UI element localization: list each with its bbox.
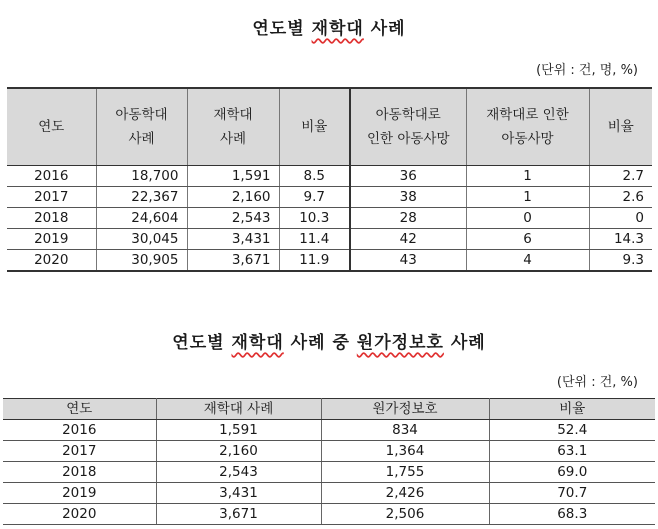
table1-header-line: 아동학대 xyxy=(115,107,168,123)
table2-header-cell: 연도 xyxy=(3,399,156,420)
table1-header-cell xyxy=(350,88,466,166)
table1-re-abuse-cases xyxy=(7,87,652,272)
table2-cell: 2020 xyxy=(3,504,156,525)
table2-unit-note: (단위 : 건, %) xyxy=(556,375,638,390)
table1-header-line: 연도 xyxy=(38,119,65,135)
table1-cell: 42 xyxy=(350,229,466,250)
table2-header-cell: 재학대 사례 xyxy=(156,399,321,420)
table1-header-cell xyxy=(589,88,652,166)
table1-cell: 2,160 xyxy=(187,187,279,208)
table2-header-row xyxy=(3,399,655,420)
table1-header-line: 아동학대로 xyxy=(375,107,441,123)
table2-title-highlight-2: 원가정보호 xyxy=(356,333,444,353)
table1-cell: 2.7 xyxy=(589,166,652,187)
table1-title xyxy=(0,14,658,39)
table2-cell: 2017 xyxy=(3,441,156,462)
table1-row xyxy=(7,187,652,208)
table2-cell: 2,160 xyxy=(156,441,321,462)
table1-cell: 2,543 xyxy=(187,208,279,229)
table2-cell: 68.3 xyxy=(489,504,655,525)
table1-header-line: 인한 아동사망 xyxy=(366,131,450,147)
table2-cell: 2,426 xyxy=(321,483,489,504)
table1-header-line: 비율 xyxy=(301,119,328,135)
table2-cell: 1,364 xyxy=(321,441,489,462)
table1-title-suffix: 사례 xyxy=(363,19,406,39)
table2-cell: 2018 xyxy=(3,462,156,483)
table1-header-line: 사례 xyxy=(219,131,247,147)
table2-cell: 70.7 xyxy=(489,483,655,504)
table2-header-cell: 원가정보호 xyxy=(321,399,489,420)
table2-title-prefix: 연도별 xyxy=(172,333,232,353)
table2-cell: 2016 xyxy=(3,420,156,441)
table1-cell: 28 xyxy=(350,208,466,229)
table1-row xyxy=(7,166,652,187)
table1-cell: 10.3 xyxy=(279,208,350,229)
table2-row xyxy=(3,504,655,525)
table2-row xyxy=(3,441,655,462)
table1-cell: 3,431 xyxy=(187,229,279,250)
table2-cell: 2,506 xyxy=(321,504,489,525)
table1-cell: 1 xyxy=(466,187,589,208)
table1-header-row xyxy=(7,88,652,166)
table1-cell: 14.3 xyxy=(589,229,652,250)
table1-cell: 6 xyxy=(466,229,589,250)
table1-cell: 1 xyxy=(466,166,589,187)
table2-cell: 2,543 xyxy=(156,462,321,483)
table1-cell: 2017 xyxy=(7,187,96,208)
table1-cell: 2016 xyxy=(7,166,96,187)
table1-cell: 0 xyxy=(466,208,589,229)
table1-body xyxy=(7,166,652,272)
table1-header-line: 사례 xyxy=(128,131,155,147)
table1-cell: 43 xyxy=(350,250,466,272)
table1-cell: 38 xyxy=(350,187,466,208)
table2-cell: 52.4 xyxy=(489,420,655,441)
table1-header-cell xyxy=(466,88,589,166)
table2-row xyxy=(3,462,655,483)
table2-header-cell: 비율 xyxy=(489,399,655,420)
table2-family-preservation-cases xyxy=(3,398,655,525)
table1-header-line: 아동사망 xyxy=(501,131,554,147)
table1-cell: 2020 xyxy=(34,252,69,268)
table1-cell: 1,591 xyxy=(187,166,279,187)
table1-header-cell xyxy=(187,88,279,166)
table1-cell: 4 xyxy=(466,250,589,272)
table1-unit-note: (단위 : 건, 명, %) xyxy=(536,63,638,78)
table2-cell: 63.1 xyxy=(489,441,655,462)
table2-title-suffix: 사례 xyxy=(443,333,486,353)
table1-cell: 30,905 xyxy=(96,250,187,272)
table1-cell: 2019 xyxy=(7,229,96,250)
table1-cell: 9.3 xyxy=(589,250,652,272)
table1-title-highlight: 재학대 xyxy=(311,19,364,39)
table1-cell: 30,045 xyxy=(96,229,187,250)
table2-cell: 834 xyxy=(321,420,489,441)
table1-row xyxy=(7,229,652,250)
table1-cell: 36 xyxy=(350,166,466,187)
table2-cell: 69.0 xyxy=(489,462,655,483)
table2-cell: 3,431 xyxy=(156,483,321,504)
table2-title xyxy=(0,328,658,353)
table2-cell: 2019 xyxy=(3,483,156,504)
table1-header-line: 재학대로 인한 xyxy=(486,107,569,123)
table1-cell: 3,671 xyxy=(187,250,279,272)
table1-cell: 11.9 xyxy=(279,250,350,272)
table2-title-highlight-1: 재학대 xyxy=(231,333,284,353)
table1-header-cell xyxy=(7,88,96,166)
table1-cell: 11.4 xyxy=(279,229,350,250)
table1-header-cell xyxy=(96,88,187,166)
table1-header-line: 재학대 xyxy=(213,107,253,123)
table1-cell: 2018 xyxy=(7,208,96,229)
table1-cell: 8.5 xyxy=(279,166,350,187)
table1-row xyxy=(7,208,652,229)
table1-cell: 0 xyxy=(589,208,652,229)
table1-cell: 24,604 xyxy=(96,208,187,229)
table2-cell: 3,671 xyxy=(156,504,321,525)
table1-cell: 18,700 xyxy=(96,166,187,187)
table2-cell: 1,591 xyxy=(156,420,321,441)
table1-cell: 22,367 xyxy=(96,187,187,208)
table2-cell: 1,755 xyxy=(321,462,489,483)
table1-cell: 9.7 xyxy=(279,187,350,208)
table1-row xyxy=(7,250,652,272)
table1-cell: 2.6 xyxy=(589,187,652,208)
table2-body xyxy=(3,420,655,525)
table2-row xyxy=(3,420,655,441)
table1-header-line: 비율 xyxy=(607,119,634,135)
table1-title-prefix: 연도별 xyxy=(252,19,312,39)
table1-header-cell xyxy=(279,88,350,166)
table2-title-mid: 사례 중 xyxy=(283,333,357,353)
table2-row xyxy=(3,483,655,504)
